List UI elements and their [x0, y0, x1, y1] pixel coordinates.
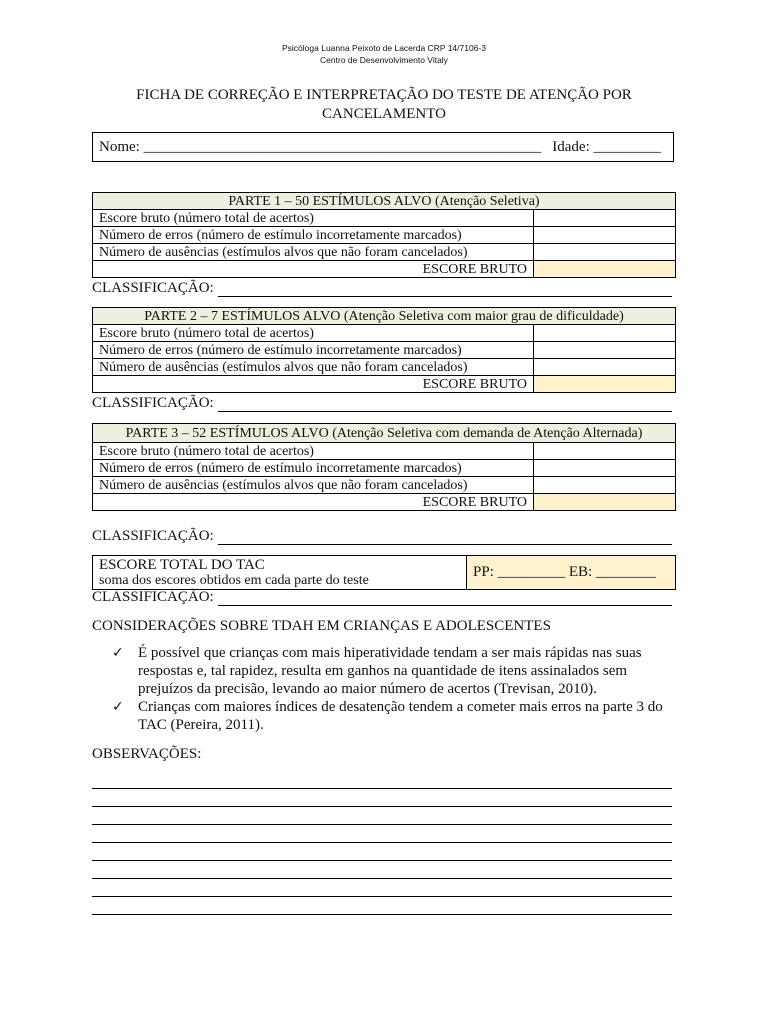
- name-age-box: [92, 132, 674, 162]
- part-1-escore-bruto-cell[interactable]: [534, 261, 676, 278]
- part-2-table: [92, 307, 676, 393]
- total-classificacao: CLASSIFICAÇÃO:: [92, 589, 672, 606]
- checkmark-icon: ✓: [112, 699, 124, 715]
- total-score-box: [92, 555, 676, 590]
- part-1-erros-cell[interactable]: [534, 227, 676, 244]
- part-3-acertos-cell[interactable]: [534, 443, 676, 460]
- part-3-row-erros: Número de erros (número de estímulo incorretamente marcados): [93, 460, 534, 477]
- part-3-title: PARTE 3 – 52 ESTÍMULOS ALVO (Atenção Seletiva com demanda de Atenção Alternada): [93, 424, 676, 443]
- page-header: [0, 42, 768, 66]
- part-2-row-acertos: Escore bruto (número total de acertos): [93, 325, 534, 342]
- total-score-label: [93, 556, 467, 589]
- part-3-escore-bruto-label: ESCORE BRUTO: [93, 494, 534, 511]
- part-3-ausencias-cell[interactable]: [534, 477, 676, 494]
- part-3-erros-cell[interactable]: [534, 460, 676, 477]
- part-3-classificacao-line[interactable]: [218, 532, 672, 545]
- part-3-escore-bruto-cell[interactable]: [534, 494, 676, 511]
- observation-line[interactable]: [92, 914, 672, 915]
- part-3-row-acertos: Escore bruto (número total de acertos): [93, 443, 534, 460]
- observations-heading: OBSERVAÇÕES:: [92, 746, 202, 762]
- part-2-classificacao-line[interactable]: [218, 399, 672, 412]
- part-1-acertos-cell[interactable]: [534, 210, 676, 227]
- part-2-erros-cell[interactable]: [534, 342, 676, 359]
- part-2-acertos-cell[interactable]: [534, 325, 676, 342]
- part-2-classificacao: CLASSIFICAÇÃO:: [92, 395, 672, 412]
- total-classificacao-line[interactable]: [218, 593, 672, 606]
- observation-line[interactable]: [92, 896, 672, 897]
- observation-line[interactable]: [92, 824, 672, 825]
- part-2-title: PARTE 2 – 7 ESTÍMULOS ALVO (Atenção Seletiva com maior grau de dificuldade): [93, 308, 676, 325]
- age-field[interactable]: Idade: _________: [552, 139, 661, 155]
- header-center: Centro de Desenvolvimento Vitaly: [320, 55, 448, 65]
- considerations-heading: CONSIDERAÇÕES SOBRE TDAH EM CRIANÇAS E ADOLESCENTES: [92, 618, 551, 634]
- observation-line[interactable]: [92, 860, 672, 861]
- part-1-ausencias-cell[interactable]: [534, 244, 676, 261]
- part-3-row-ausencias: Número de ausências (estímulos alvos que não foram cancelados): [93, 477, 534, 494]
- considerations-list: [112, 644, 672, 734]
- list-item: ✓ É possível que crianças com mais hiperatividade tendam a ser mais rápidas nas suas respostas e, tal rapidez, resulta em ganhos na quantidade de itens assinalados sem prejuízos da precisão, levando ao maior número de acertos (Trevisan, 2010).: [112, 645, 642, 697]
- part-2-escore-bruto-cell[interactable]: [534, 376, 676, 393]
- total-score-title: ESCORE TOTAL DO TAC: [99, 557, 265, 573]
- part-3-table: [92, 423, 676, 511]
- part-2-ausencias-cell[interactable]: [534, 359, 676, 376]
- total-score-fields[interactable]: PP: _________ EB: ________: [467, 556, 675, 589]
- observation-line[interactable]: [92, 788, 672, 789]
- observation-line[interactable]: [92, 842, 672, 843]
- part-1-title: PARTE 1 – 50 ESTÍMULOS ALVO (Atenção Seletiva): [93, 193, 676, 210]
- part-3-classificacao: CLASSIFICAÇÃO:: [92, 528, 672, 545]
- observation-line[interactable]: [92, 878, 672, 879]
- part-2-escore-bruto-label: ESCORE BRUTO: [93, 376, 534, 393]
- part-1-row-acertos: Escore bruto (número total de acertos): [93, 210, 534, 227]
- header-psychologist: Psicóloga Luanna Peixoto de Lacerda CRP 14/7106-3: [282, 43, 486, 53]
- part-1-row-ausencias: Número de ausências (estímulos alvos que não foram cancelados): [93, 244, 534, 261]
- page-title: FICHA DE CORREÇÃO E INTERPRETAÇÃO DO TESTE DE ATENÇÃO POR CANCELAMENTO: [136, 87, 632, 122]
- checkmark-icon: ✓: [112, 645, 124, 661]
- part-2-row-ausencias: Número de ausências (estímulos alvos que não foram cancelados): [93, 359, 534, 376]
- part-1-row-erros: Número de erros (número de estímulo incorretamente marcados): [93, 227, 534, 244]
- part-1-escore-bruto-label: ESCORE BRUTO: [93, 261, 534, 278]
- part-1-classificacao-line[interactable]: [218, 284, 672, 297]
- name-field[interactable]: Nome: _____________________________________________________: [99, 139, 542, 155]
- observation-line[interactable]: [92, 806, 672, 807]
- total-score-subtitle: soma dos escores obtidos em cada parte do teste: [99, 573, 369, 588]
- part-1-classificacao: CLASSIFICAÇÃO:: [92, 280, 672, 297]
- part-1-table: [92, 192, 676, 278]
- part-2-row-erros: Número de erros (número de estímulo incorretamente marcados): [93, 342, 534, 359]
- list-item: ✓ Crianças com maiores índices de desatenção tendem a cometer mais erros na parte 3 do TAC (Pereira, 2011).: [112, 699, 663, 733]
